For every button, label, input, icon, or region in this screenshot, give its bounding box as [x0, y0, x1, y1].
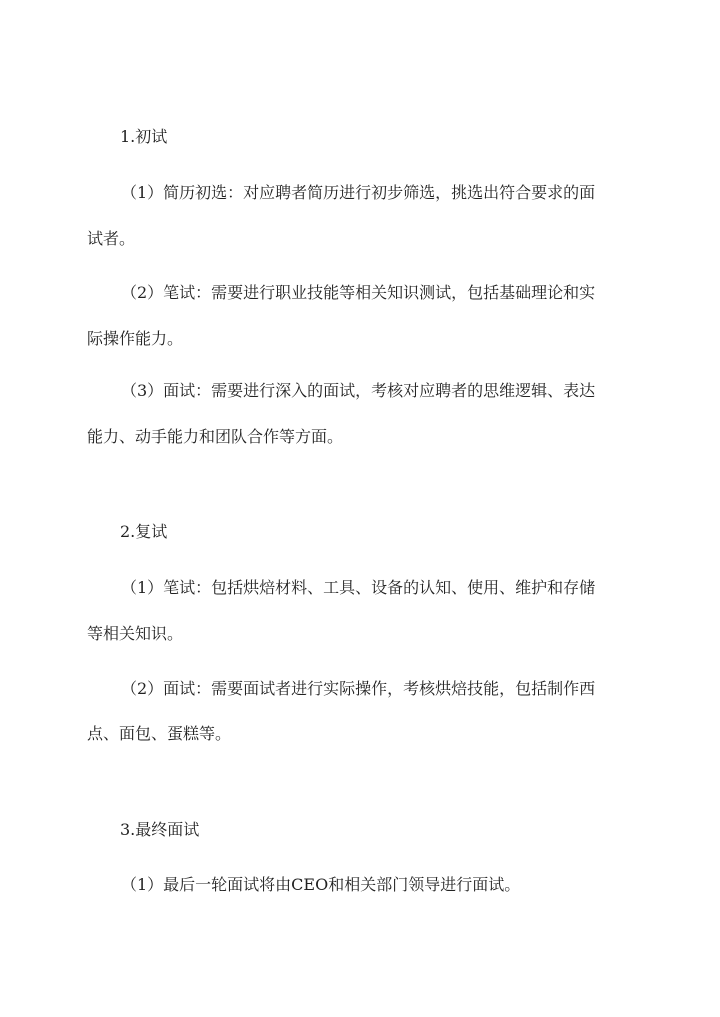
paragraph-line: 际操作能力。 — [87, 329, 184, 348]
paragraph-line: （1）笔试：包括烘焙材料、工具、设备的认知、使用、维护和存储 — [121, 578, 596, 597]
section-heading: 1.初试 — [120, 127, 168, 146]
paragraph-line: 试者。 — [87, 229, 136, 248]
paragraph-line: （2）面试：需要面试者进行实际操作，考核烘焙技能，包括制作西 — [121, 679, 596, 698]
paragraph-line: （1）最后一轮面试将由CEO和相关部门领导进行面试。 — [121, 875, 521, 894]
paragraph-line: （2）笔试：需要进行职业技能等相关知识测试，包括基础理论和实 — [121, 283, 596, 302]
paragraph-line: 点、面包、蛋糕等。 — [87, 724, 232, 743]
paragraph-line: 能力、动手能力和团队合作等方面。 — [87, 427, 344, 446]
section-heading: 3.最终面试 — [120, 820, 200, 839]
paragraph-line: 等相关知识。 — [87, 624, 184, 643]
paragraph-line: （1）简历初选：对应聘者简历进行初步筛选，挑选出符合要求的面 — [121, 183, 596, 202]
paragraph-line: （3）面试：需要进行深入的面试，考核对应聘者的思维逻辑、表达 — [121, 381, 596, 400]
section-heading: 2.复试 — [120, 522, 168, 541]
